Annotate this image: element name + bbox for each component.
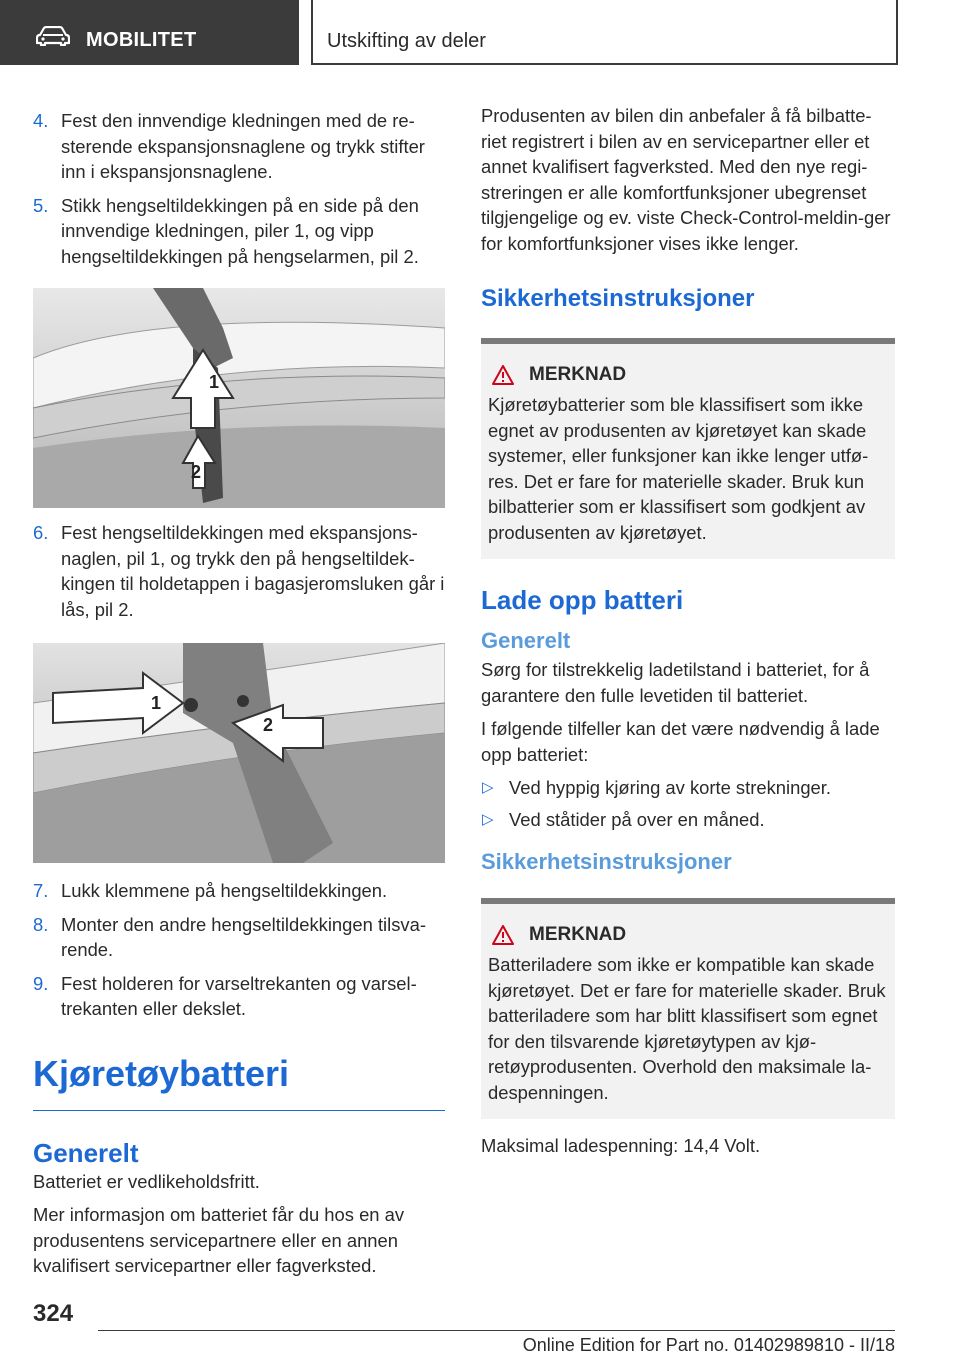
- step-number: 9.: [33, 972, 49, 994]
- step-number: 5.: [33, 194, 49, 216]
- step-number: 7.: [33, 880, 49, 901]
- list-item-text: Ved ståtider på over en måned.: [509, 808, 765, 830]
- step-number: 8.: [33, 913, 49, 935]
- notice-box: [481, 898, 895, 1119]
- arrow-label-2: 2: [191, 462, 202, 482]
- arrow-label-2: 2: [263, 715, 274, 735]
- notice-text: Batteriladere som ikke er kompatible kan skade kjøretøyet. Det er fare for materielle skader. Bruk batteriladere som har blitt klassifisert som egnet for den tilsvarende kjøretøytypen av kjø-retøyprodusenten. Overhold den maksimale la-despenningen.: [488, 954, 886, 1103]
- heading-vehicle-battery: Kjøretøybatteri: [33, 1052, 445, 1111]
- step-item: [33, 193, 445, 270]
- page-header: [0, 0, 960, 66]
- paragraph: Produsenten av bilen din anbefaler å få bilbatte-riet registrert i bilen av en servicepartner eller et annet kvalifisert fagverksted. Med den nye regi-streringen er alle komfortfunksjoner ubegrenset tilgjengelige og ev. viste Check-Control-meldin-ger for komfortfunksjoner vises ikke lenger.: [481, 105, 891, 254]
- hinge-cover-illustration-1: [33, 288, 445, 508]
- list-item: [481, 807, 895, 833]
- hinge-cover-illustration-2: [33, 643, 445, 863]
- footer-divider: [98, 1330, 895, 1331]
- paragraph: Batteriet er vedlikeholdsfritt.: [33, 1170, 260, 1192]
- step-text: Fest hengseltildekkingen med ekspansjons-naglen, pil 1, og trykk den på hengseltildek-kingen til holdetappen i bagasjeromsluken går i lås, pil 2.: [61, 522, 445, 620]
- paragraph: Sørg for tilstrekkelig ladetilstand i batteriet, for å garantere den fulle levetiden til batteriet.: [481, 659, 870, 706]
- step-item: [33, 878, 445, 904]
- chapter-title: Utskifting av deler: [327, 30, 486, 52]
- page-number: 324: [33, 1300, 74, 1327]
- car-icon: [36, 26, 70, 46]
- step-text: Monter den andre hengseltildekkingen tilsva-rende.: [61, 913, 426, 960]
- section-label: MOBILITET: [86, 29, 197, 51]
- triangle-bullet-icon: ▷: [482, 779, 494, 796]
- list-item-text: Ved hyppig kjøring av korte strekninger.: [509, 777, 832, 798]
- paragraph: Mer informasjon om batteriet får du hos en av produsentens servicepartnere eller en annen kvalifisert servicepartner eller fagverksted.: [33, 1204, 405, 1276]
- notice-title-text: MERKNAD: [529, 924, 627, 945]
- heading-safety-instructions: Sikkerhetsinstruksjoner: [481, 285, 755, 312]
- triangle-bullet-icon: ▷: [482, 810, 494, 828]
- step-number: 6.: [33, 522, 49, 543]
- step-text: Fest holderen for varseltrekanten og varsel-trekanten eller dekslet.: [61, 972, 417, 1019]
- right-column: [481, 103, 895, 1167]
- left-column: [33, 108, 445, 1287]
- hinge-cover-photo-1: [33, 288, 445, 508]
- step-item: [33, 520, 445, 622]
- edition-note: Online Edition for Part no. 01402989810 - II/18: [522, 1335, 895, 1355]
- step-number: 4.: [33, 110, 49, 131]
- section-tab: [0, 0, 299, 65]
- step-item: [33, 971, 445, 1022]
- notice-title: [488, 924, 888, 946]
- step-item: [33, 912, 445, 963]
- heading-charge-battery: Lade opp batteri: [481, 585, 684, 615]
- notice-title-text: MERKNAD: [529, 364, 627, 385]
- paragraph: Maksimal ladespenning: 14,4 Volt.: [481, 1135, 761, 1156]
- heading-general: Generelt: [481, 628, 571, 653]
- warning-icon: [492, 365, 514, 385]
- chapter-box: [311, 0, 898, 65]
- paragraph: I følgende tilfeller kan det være nødvendig å lade opp batteriet:: [481, 718, 880, 765]
- notice-title: [488, 364, 888, 386]
- list-item: [481, 775, 895, 801]
- warning-icon: [492, 925, 514, 945]
- arrow-label-1: 1: [151, 693, 162, 713]
- hinge-cover-photo-2: [33, 643, 445, 863]
- notice-box: [481, 338, 895, 559]
- arrow-label-1: 1: [209, 372, 220, 392]
- heading-general: Generelt: [33, 1137, 139, 1168]
- step-item: [33, 108, 445, 185]
- heading-safety-instructions: Sikkerhetsinstruksjoner: [481, 849, 732, 874]
- notice-text: Kjøretøybatterier som ble klassifisert som ikke egnet av produsenten av kjøretøyet kan skade systemer, eller funksjoner kan ikke lenger utfø-res. Det er fare for materielle skader. Bruk kun bilbatterier som er klassifisert som godkjent av produsenten av kjøretøyet.: [488, 394, 869, 543]
- step-text: Lukk klemmene på hengseltildekkingen.: [61, 880, 388, 901]
- step-text: Stikk hengseltildekkingen på en side på den innvendige kledningen, piler 1, og vipp hengseltildekkingen på hengselarmen, pil 2.: [61, 194, 419, 267]
- step-text: Fest den innvendige kledningen med de re-sterende ekspansjonsnaglene og trykk stifter inn i ekspansjonsnaglene.: [61, 110, 425, 182]
